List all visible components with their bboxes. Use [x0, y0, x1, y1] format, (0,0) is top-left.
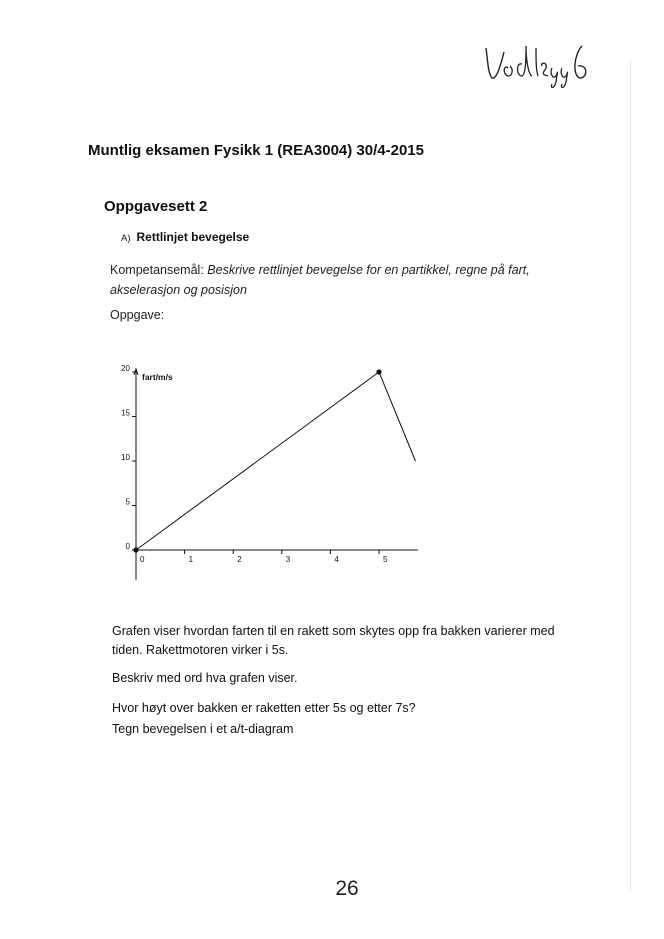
section-title: Rettlinjet bevegelse — [136, 230, 250, 244]
paragraph-at-diagram-task: Tegn bevegelsen i et a/t-diagram — [112, 722, 294, 736]
task-label: Oppgave: — [110, 308, 165, 322]
y-tick-label: 10 — [121, 453, 130, 462]
series-line-velocity — [136, 372, 415, 550]
page-number: 26 — [335, 877, 359, 900]
paragraph-describe-question: Beskriv med ord hva grafen viser. — [112, 671, 298, 685]
competence-label: Kompetansemål: — [110, 263, 204, 277]
y-tick-label: 5 — [125, 497, 130, 507]
x-tick-label: 0 — [140, 555, 145, 564]
section-heading — [121, 230, 249, 244]
section-letter: A) — [121, 233, 131, 244]
handwritten-note-logo — [478, 38, 598, 94]
paragraph-graph-description: Grafen viser hvordan farten til en rakett som skytes opp fra bakken varierer med tiden. Rakettmotoren virker i 5s. — [112, 624, 555, 657]
paragraph-height-question: Hvor høyt over bakken er raketten etter 5s og etter 7s? — [112, 701, 416, 715]
x-tick-label: 4 — [334, 555, 339, 564]
x-tick-label: 5 — [383, 555, 388, 564]
y-tick-label: 15 — [121, 408, 130, 418]
x-tick-label: 1 — [188, 555, 194, 564]
x-tick-label: 3 — [285, 555, 291, 564]
y-axis-label: fart/m/s — [142, 372, 173, 382]
y-tick-label: 0 — [125, 542, 130, 551]
exam-title: Muntlig eksamen Fysikk 1 (REA3004) 30/4-2015 — [88, 142, 424, 159]
task-set-title: Oppgavesett 2 — [104, 198, 208, 215]
y-tick-label: 20 — [121, 364, 130, 373]
competence-goal — [110, 260, 530, 300]
velocity-time-chart — [110, 360, 430, 585]
x-tick-label: 2 — [237, 555, 242, 564]
data-point-marker — [376, 369, 381, 374]
data-point-marker — [133, 547, 138, 552]
competence-text: Beskrive rettlinjet bevegelse for en partikkel, regne på fart, akselerasjon og posisjon — [110, 263, 530, 297]
page-edge-line — [630, 60, 631, 890]
